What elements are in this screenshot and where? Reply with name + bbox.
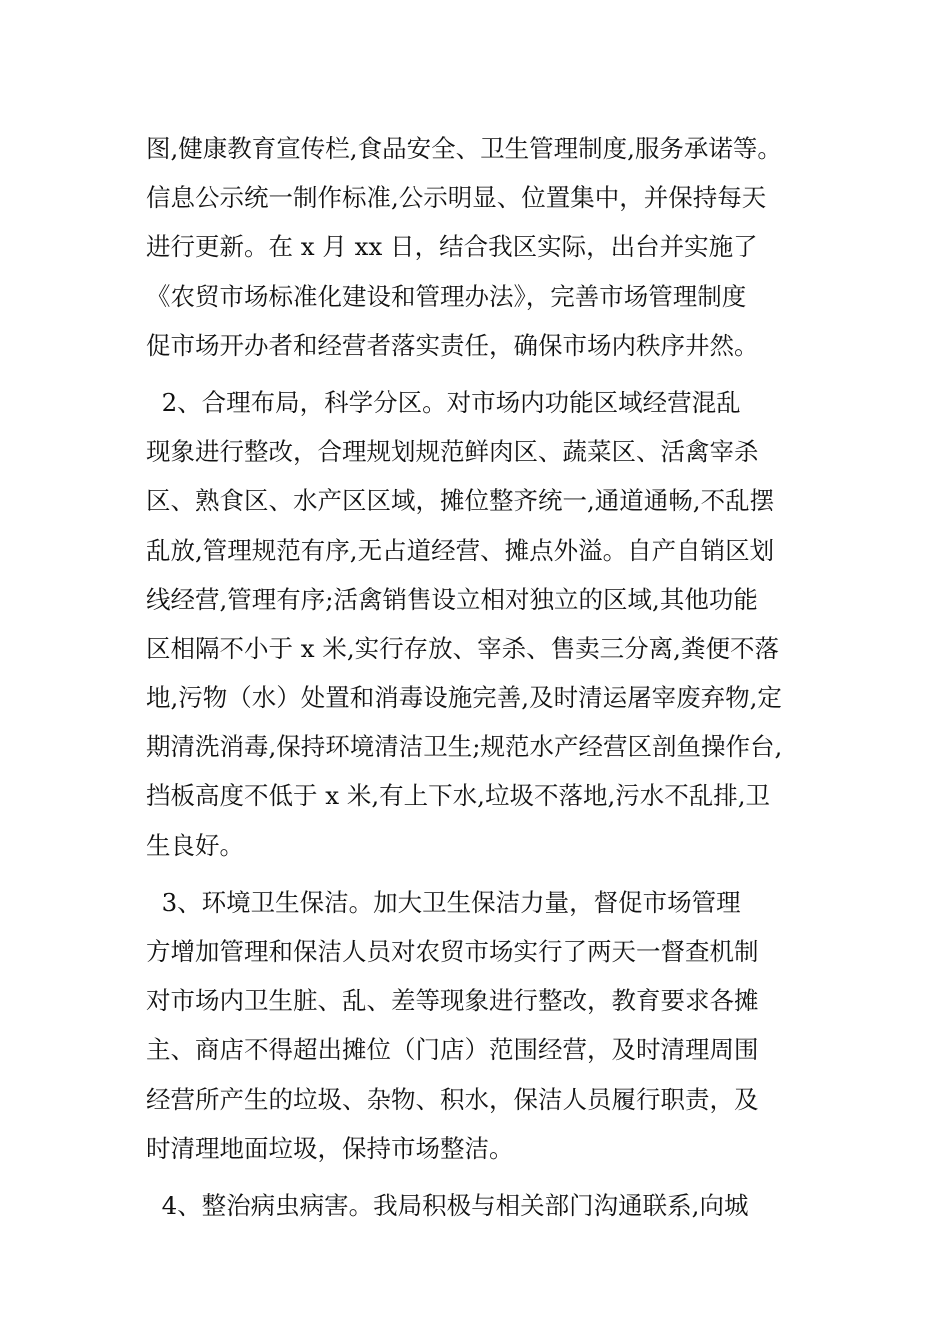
text-line: 对市场内卫生脏、乱、差等现象进行整改，教育要求各摊 <box>146 986 759 1016</box>
text-line: 现象进行整改，合理规划规范鲜肉区、蔬菜区、活禽宰杀 <box>146 437 759 467</box>
text-line: 经营所产生的垃圾、杂物、积水，保洁人员履行职责，及 <box>146 1084 759 1114</box>
paragraph-start-line: 2、合理布局，科学分区。对市场内功能区域经营混乱 <box>146 387 741 417</box>
text-line: 生良好。 <box>146 830 244 860</box>
text-line: 期清洗消毒,保持环境清洁卫生;规范水产经营区剖鱼操作台, <box>146 732 783 762</box>
paragraph-start-line: 3、环境卫生保洁。加大卫生保洁力量，督促市场管理 <box>146 887 741 917</box>
paragraph-spacer <box>146 1173 826 1181</box>
text-line: 图,健康教育宣传栏,食品安全、卫生管理制度,服务承诺等。 <box>146 134 782 163</box>
paragraph-spacer <box>146 370 826 378</box>
paragraph-start-line: 4、整治病虫病害。我局积极与相关部门沟通联系,向城 <box>146 1190 749 1220</box>
text-line: 方增加管理和保洁人员对农贸市场实行了两天一督查机制 <box>146 937 759 966</box>
text-line: 时清理地面垃圾，保持市场整洁。 <box>146 1133 514 1163</box>
text-line: 挡板高度不低于 x 米,有上下水,垃圾不落地,污水不乱排,卫 <box>146 781 771 811</box>
text-line: 区相隔不小于 x 米,实行存放、宰杀、售卖三分离,粪便不落 <box>146 633 779 663</box>
body-text <box>146 124 826 1230</box>
text-line: 线经营,管理有序;活禽销售设立相对独立的区域,其他功能 <box>146 584 758 614</box>
text-line: 《农贸市场标准化建设和管理办法》，完善市场管理制度 <box>146 281 747 311</box>
paragraph-spacer <box>146 870 826 878</box>
text-line: 乱放,管理规范有序,无占道经营、摊点外溢。自产自销区划 <box>146 535 775 565</box>
text-line: 信息公示统一制作标准,公示明显、位置集中，并保持每天 <box>146 183 767 213</box>
text-line: 进行更新。在 x 月 xx 日，结合我区实际，出台并实施了 <box>146 232 758 262</box>
text-line: 区、熟食区、水产区区域，摊位整齐统一,通道通畅,不乱摆 <box>146 486 775 516</box>
text-line: 地,污物（水）处置和消毒设施完善,及时清运屠宰废弃物,定 <box>146 683 782 713</box>
text-line: 主、商店不得超出摊位（门店）范围经营，及时清理周围 <box>146 1035 759 1065</box>
text-line: 促市场开办者和经营者落实责任，确保市场内秩序井然。 <box>146 330 759 360</box>
